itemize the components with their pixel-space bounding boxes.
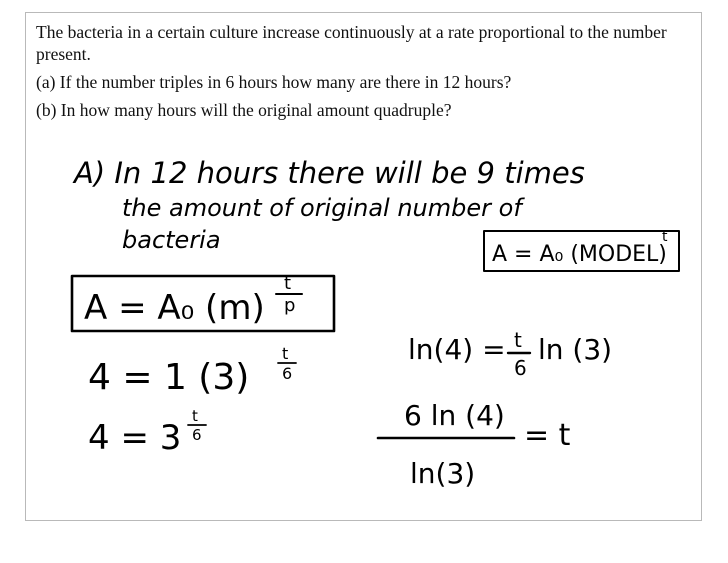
answer-line-1: A) In 12 hours there will be 9 times <box>74 156 585 190</box>
growth-formula-base: A = A₀ (m) <box>84 288 265 328</box>
growth-formula-exp-num: t <box>284 273 292 294</box>
equation-1-exp-den: 6 <box>282 364 293 383</box>
equation-1-base: 4 = 1 (3) <box>88 357 250 398</box>
problem-part-a: (a) If the number triples in 6 hours how many are there in 12 hours? <box>36 72 512 92</box>
equation-1-exp-num: t <box>282 344 289 363</box>
log-equation-lhs: ln(4) = <box>408 333 506 366</box>
log-equation-rhs: ln (3) <box>538 333 613 366</box>
solution-denominator: ln(3) <box>410 457 476 490</box>
problem-intro: The bacteria in a certain culture increase continuously at a rate proportional to the number present. <box>36 22 667 64</box>
solution-rhs: = t <box>524 418 571 453</box>
growth-formula-exp-den: p <box>284 295 296 316</box>
log-equation-frac-num: t <box>514 328 522 352</box>
log-equation-frac-den: 6 <box>514 356 527 380</box>
answer-line-3: bacteria <box>122 226 221 254</box>
model-formula-base: A = A₀ (MODEL) <box>492 242 667 267</box>
equation-2-exp-den: 6 <box>192 426 202 444</box>
handwritten-solution <box>26 13 703 522</box>
lecture-slide <box>25 12 702 521</box>
problem-part-b: (b) In how many hours will the original amount quadruple? <box>36 100 452 120</box>
solution-numerator: 6 ln (4) <box>404 399 505 432</box>
model-formula-exponent: t <box>662 229 668 245</box>
equation-2-base: 4 = 3 <box>88 418 182 458</box>
answer-line-2: the amount of original number of <box>122 194 522 222</box>
equation-2-exp-num: t <box>192 407 198 425</box>
